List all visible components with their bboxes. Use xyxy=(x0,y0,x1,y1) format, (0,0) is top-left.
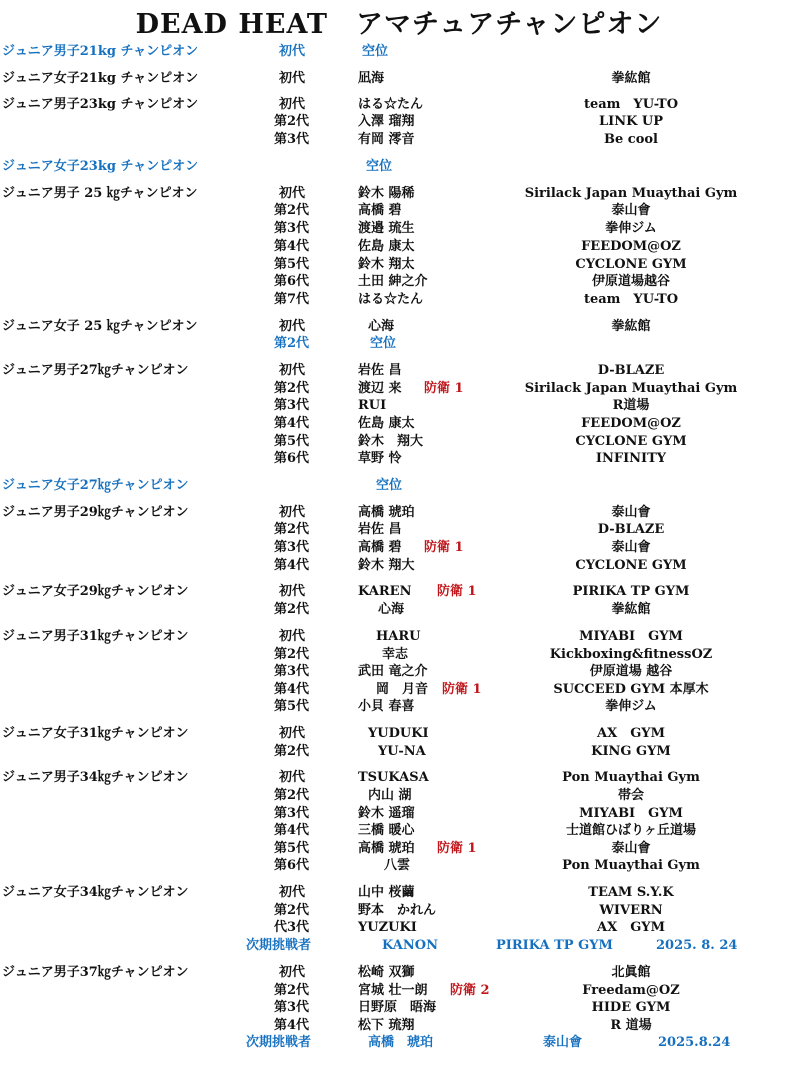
champion-name: 有岡 澪音 xyxy=(358,132,415,147)
champion-name: YUZUKI xyxy=(358,920,417,935)
champion-name: 佐島 康太 xyxy=(358,239,415,254)
champion-name: 土田 紳之介 xyxy=(358,274,428,289)
champion-name: 内山 湖 xyxy=(368,788,412,803)
gym-name: 帯会 xyxy=(617,788,644,803)
champion-row xyxy=(0,583,798,600)
gym-name: 拳紘館 xyxy=(611,602,651,617)
champion-name: KANON xyxy=(382,938,438,953)
gym-name: MIYABI GYM xyxy=(579,806,683,821)
gym-name: LINK UP xyxy=(598,114,664,129)
challenge-date: 2025.8.24 xyxy=(658,1035,731,1050)
generation-label: 第2代 xyxy=(274,744,310,759)
page-title: DEAD HEAT アマチュアチャンピオン xyxy=(135,9,663,40)
gym-name: PIRIKA TP GYM xyxy=(572,584,690,599)
generation-label: 初代 xyxy=(279,186,306,201)
champion-name: 高橋 琥珀 xyxy=(358,505,415,520)
champion-name: 幸志 xyxy=(382,647,409,662)
generation-label: 第3代 xyxy=(274,132,310,147)
champion-name: 野本 かれん xyxy=(358,903,437,918)
champion-name: 高橋 琥珀 xyxy=(368,1035,434,1050)
champion-row xyxy=(0,681,798,698)
defense-count: 防衛 1 xyxy=(424,540,464,555)
gym-name: R 道場 xyxy=(610,1018,652,1033)
generation-label: 初代 xyxy=(279,965,306,980)
champion-row xyxy=(0,318,798,335)
gym-name: Pon Muaythai Gym xyxy=(562,858,700,873)
generation-label: 第6代 xyxy=(274,858,310,873)
champion-row xyxy=(0,698,798,715)
champion-name: 高橋 碧 xyxy=(358,203,402,218)
champion-row xyxy=(0,982,798,999)
generation-label: 初代 xyxy=(279,505,306,520)
generation-label: 初代 xyxy=(279,44,306,59)
division-title: ジュニア女子 25 ㎏チャンピオン xyxy=(2,319,198,334)
champion-row xyxy=(0,1034,798,1051)
champion-row xyxy=(0,919,798,936)
champion-name: 空位 xyxy=(376,478,403,493)
generation-label: 初代 xyxy=(279,629,306,644)
champion-row xyxy=(0,646,798,663)
generation-label: 第5代 xyxy=(274,699,310,714)
champion-row xyxy=(0,805,798,822)
generation-label: 第2代 xyxy=(274,522,310,537)
gym-name: FEEDOM@OZ xyxy=(581,239,681,254)
gym-name: CYCLONE GYM xyxy=(575,558,687,573)
generation-label: 第6代 xyxy=(274,451,310,466)
champion-row xyxy=(0,220,798,237)
generation-label: 第2代 xyxy=(274,336,310,351)
generation-label: 初代 xyxy=(279,319,306,334)
generation-label: 第7代 xyxy=(274,292,310,307)
champion-row xyxy=(0,902,798,919)
gym-name: Freedam@OZ xyxy=(582,983,680,998)
gym-name: HIDE GYM xyxy=(591,1000,671,1015)
champion-row xyxy=(0,743,798,760)
gym-name: 泰山會 xyxy=(611,203,651,218)
champion-row xyxy=(0,415,798,432)
generation-label: 初代 xyxy=(279,584,306,599)
champion-name: 鈴木 翔大 xyxy=(358,558,415,573)
gym-name: 拳紘館 xyxy=(611,71,651,86)
gym-name: 拳伸ジム xyxy=(605,699,657,714)
champion-row xyxy=(0,185,798,202)
gym-name: CYCLONE GYM xyxy=(575,434,687,449)
champion-row xyxy=(0,884,798,901)
champion-name: 三橋 暖心 xyxy=(358,823,415,838)
gym-name: team YU-TO xyxy=(583,292,679,307)
division-title: ジュニア女子21kg チャンピオン xyxy=(2,71,199,86)
defense-count: 防衛 1 xyxy=(424,381,464,396)
champion-row xyxy=(0,964,798,981)
defense-count: 防衛 1 xyxy=(442,682,482,697)
division-title: ジュニア女子34㎏チャンピオン xyxy=(2,885,189,900)
champion-row xyxy=(0,256,798,273)
gym-name: R道場 xyxy=(612,398,650,413)
generation-label: 第3代 xyxy=(274,664,310,679)
gym-name: 泰山會 xyxy=(611,505,651,520)
champion-name: 高橋 琥珀 xyxy=(358,841,415,856)
generation-label: 第4代 xyxy=(274,682,310,697)
gym-name: Sirilack Japan Muaythai Gym xyxy=(524,186,738,201)
generation-label: 初代 xyxy=(279,71,306,86)
champion-row xyxy=(0,158,798,175)
gym-name: Kickboxing&fitnessOZ xyxy=(549,647,713,662)
champion-name: 岩佐 昌 xyxy=(358,522,402,537)
division-title: ジュニア女子23kg チャンピオン xyxy=(2,159,199,174)
generation-label: 初代 xyxy=(279,726,306,741)
champion-name: はる☆たん xyxy=(358,292,424,307)
champion-row xyxy=(0,628,798,645)
gym-name: 士道館ひばりヶ丘道場 xyxy=(565,823,696,838)
generation-label: 第3代 xyxy=(274,398,310,413)
champion-row xyxy=(0,557,798,574)
champion-row xyxy=(0,362,798,379)
champion-name: 八雲 xyxy=(384,858,411,873)
generation-label: 第2代 xyxy=(274,203,310,218)
division-title: ジュニア女子29㎏チャンピオン xyxy=(2,584,189,599)
generation-label: 初代 xyxy=(279,363,306,378)
champion-row xyxy=(0,769,798,786)
division-title: ジュニア男子34㎏チャンピオン xyxy=(2,770,189,785)
champion-name: HARU xyxy=(376,629,421,644)
generation-label: 代3代 xyxy=(274,920,310,935)
champion-row xyxy=(0,840,798,857)
champion-name: 松崎 双獅 xyxy=(358,965,415,980)
champion-row xyxy=(0,113,798,130)
generation-label: 第3代 xyxy=(274,221,310,236)
champion-row xyxy=(0,202,798,219)
champion-row xyxy=(0,450,798,467)
division-title: ジュニア女子31㎏チャンピオン xyxy=(2,726,189,741)
gym-name: AX GYM xyxy=(597,920,665,935)
gym-name: SUCCEED GYM 本厚木 xyxy=(553,682,709,697)
generation-label: 次期挑戦者 xyxy=(246,938,312,953)
champion-row xyxy=(0,43,798,60)
generation-label: 第2代 xyxy=(274,647,310,662)
champion-name: 鈴木 翔大 xyxy=(358,434,424,449)
champion-row xyxy=(0,131,798,148)
champion-name: 山中 桜繭 xyxy=(358,885,415,900)
champion-row xyxy=(0,273,798,290)
champion-row xyxy=(0,238,798,255)
division-title: ジュニア女子27㎏チャンピオン xyxy=(2,478,189,493)
generation-label: 第5代 xyxy=(274,257,310,272)
champion-name: RUI xyxy=(358,398,387,413)
generation-label: 第6代 xyxy=(274,274,310,289)
champion-name: 空位 xyxy=(362,44,389,59)
champion-name: 武田 竜之介 xyxy=(358,664,428,679)
champion-row xyxy=(0,504,798,521)
champion-row xyxy=(0,96,798,113)
gym-name: INFINITY xyxy=(595,451,667,466)
defense-count: 防衛 2 xyxy=(450,983,490,998)
champion-row xyxy=(0,822,798,839)
champion-name: 渡邉 琉生 xyxy=(358,221,415,236)
generation-label: 初代 xyxy=(279,885,306,900)
champion-name: 空位 xyxy=(370,336,397,351)
gym-name: 泰山會 xyxy=(611,841,651,856)
gym-name: team YU-TO xyxy=(583,97,679,112)
champion-name: YU-NA xyxy=(378,744,426,759)
gym-name: AX GYM xyxy=(597,726,665,741)
champion-row xyxy=(0,725,798,742)
champion-name: 渡辺 来 xyxy=(358,381,402,396)
generation-label: 第2代 xyxy=(274,602,310,617)
champion-name: 松下 琉翔 xyxy=(358,1018,415,1033)
champion-name: 鈴木 翔太 xyxy=(358,257,415,272)
gym-name: 伊原道場越谷 xyxy=(591,274,670,289)
generation-label: 第5代 xyxy=(274,434,310,449)
champion-name: 草野 怜 xyxy=(358,451,402,466)
gym-name: Sirilack Japan Muaythai Gym xyxy=(524,381,738,396)
champion-name: 佐島 康太 xyxy=(358,416,415,431)
generation-label: 第5代 xyxy=(274,841,310,856)
champion-name: 鈴木 陽稀 xyxy=(358,186,415,201)
gym-name: 北眞館 xyxy=(611,965,651,980)
generation-label: 第4代 xyxy=(274,1018,310,1033)
champion-row xyxy=(0,857,798,874)
champion-row xyxy=(0,477,798,494)
champion-name: 高橋 碧 xyxy=(358,540,402,555)
gym-name: CYCLONE GYM xyxy=(575,257,687,272)
gym-name: Pon Muaythai Gym xyxy=(562,770,700,785)
generation-label: 第4代 xyxy=(274,416,310,431)
challenge-date: 2025. 8. 24 xyxy=(656,938,738,953)
champion-name: 岩佐 昌 xyxy=(358,363,402,378)
champion-name: 宮城 壮一朗 xyxy=(358,983,428,998)
champion-name: 小貝 春喜 xyxy=(358,699,415,714)
champion-row xyxy=(0,1017,798,1034)
defense-count: 防衛 1 xyxy=(437,841,477,856)
champion-name: 鈴木 遥瑠 xyxy=(358,806,415,821)
generation-label: 初代 xyxy=(279,97,306,112)
champion-row xyxy=(0,291,798,308)
division-title: ジュニア男子21kg チャンピオン xyxy=(2,44,199,59)
champion-name: TSUKASA xyxy=(358,770,429,785)
generation-label: 第2代 xyxy=(274,983,310,998)
champion-name: 心海 xyxy=(368,319,395,334)
gym-name: 泰山會 xyxy=(611,540,651,555)
division-title: ジュニア男子23kg チャンピオン xyxy=(2,97,199,112)
generation-label: 第3代 xyxy=(274,540,310,555)
champion-name: 空位 xyxy=(366,159,393,174)
generation-label: 次期挑戦者 xyxy=(246,1035,312,1050)
champion-row xyxy=(0,601,798,618)
champion-row xyxy=(0,937,798,954)
generation-label: 第2代 xyxy=(274,114,310,129)
champion-row xyxy=(0,663,798,680)
champion-name: YUDUKI xyxy=(368,726,429,741)
generation-label: 第3代 xyxy=(274,1000,310,1015)
champion-row xyxy=(0,70,798,87)
champion-row xyxy=(0,787,798,804)
generation-label: 第2代 xyxy=(274,381,310,396)
champion-name: KAREN xyxy=(358,584,412,599)
gym-name: Be cool xyxy=(604,132,658,147)
champion-name: 心海 xyxy=(378,602,405,617)
division-title: ジュニア男子 25 ㎏チャンピオン xyxy=(2,186,198,201)
champion-name: 入澤 瑠翔 xyxy=(358,114,415,129)
gym-name: FEEDOM@OZ xyxy=(581,416,681,431)
gym-name: 泰山會 xyxy=(543,1035,583,1050)
gym-name: TEAM S.Y.K xyxy=(588,885,674,900)
gym-name: D-BLAZE xyxy=(597,522,665,537)
champion-name: 凪海 xyxy=(358,71,385,86)
division-title: ジュニア男子29㎏チャンピオン xyxy=(2,505,189,520)
gym-name: D-BLAZE xyxy=(597,363,665,378)
generation-label: 第2代 xyxy=(274,788,310,803)
champion-row xyxy=(0,539,798,556)
defense-count: 防衛 1 xyxy=(437,584,477,599)
champion-row xyxy=(0,380,798,397)
generation-label: 第4代 xyxy=(274,558,310,573)
champion-name: 岡 月音 xyxy=(376,682,429,697)
generation-label: 第2代 xyxy=(274,903,310,918)
champion-row xyxy=(0,397,798,414)
gym-name: 拳紘館 xyxy=(611,319,651,334)
gym-name: 伊原道場 越谷 xyxy=(589,664,673,679)
generation-label: 第3代 xyxy=(274,806,310,821)
gym-name: WIVERN xyxy=(599,903,663,918)
champion-name: はる☆たん xyxy=(358,97,424,112)
division-title: ジュニア男子31㎏チャンピオン xyxy=(2,629,189,644)
gym-name: PIRIKA TP GYM xyxy=(496,938,613,953)
champion-row xyxy=(0,335,798,352)
champion-name: 日野原 晤海 xyxy=(358,1000,437,1015)
champion-row xyxy=(0,521,798,538)
division-title: ジュニア男子27㎏チャンピオン xyxy=(2,363,189,378)
champion-row xyxy=(0,999,798,1016)
division-title: ジュニア男子37㎏チャンピオン xyxy=(2,965,189,980)
gym-name: 拳伸ジム xyxy=(605,221,657,236)
generation-label: 初代 xyxy=(279,770,306,785)
generation-label: 第4代 xyxy=(274,823,310,838)
gym-name: MIYABI GYM xyxy=(579,629,683,644)
champion-row xyxy=(0,433,798,450)
gym-name: KING GYM xyxy=(591,744,671,759)
generation-label: 第4代 xyxy=(274,239,310,254)
